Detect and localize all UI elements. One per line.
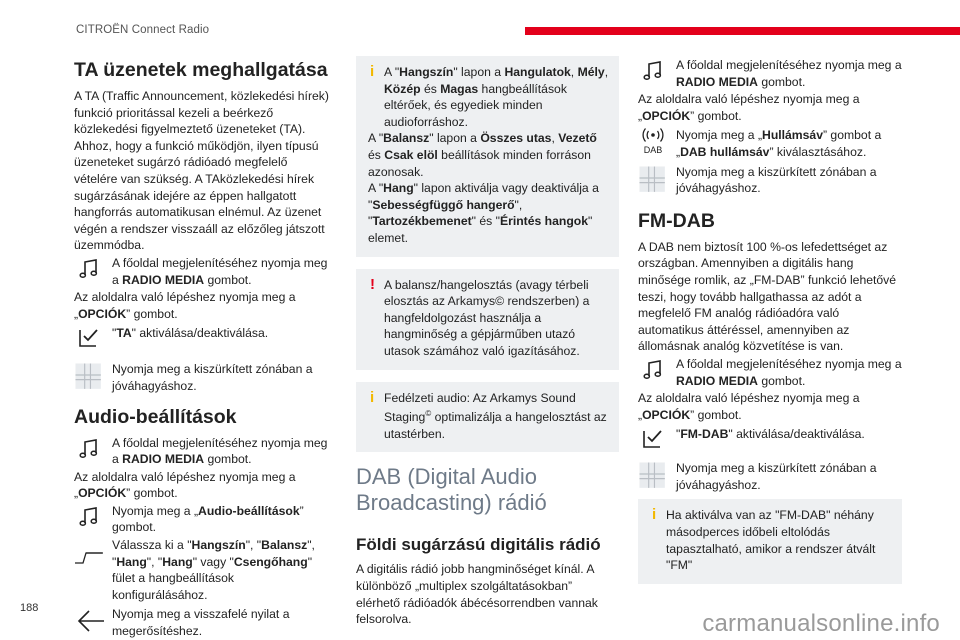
header-title: CITROËN Connect Radio [76, 24, 210, 36]
warning-box-balance: ! A balansz/hangelosztás (avagy térbeli elosztás az Arkamys© rendszerben) a hangfeldolgozást használja a hangminőség a gépjárműben utazó utasok számához való igazításához. [356, 269, 619, 370]
column-3 [638, 56, 902, 596]
grid-zone-icon [636, 459, 666, 489]
options-instruction-3: Az aloldalra való lépéshez nyomja meg a „OPCIÓK” gombot. [638, 92, 860, 123]
step-confirm-zone: Nyomja meg a kiszürkített zónában a jóváhagyáshoz. [74, 359, 332, 394]
grid-zone-icon [636, 163, 666, 193]
step-fm-dab-toggle: "FM-DAB" aktiválása/deaktiválása. [638, 424, 902, 456]
tab-icon [74, 543, 104, 569]
step-band: DAB Nyomja meg a „Hullámsáv” gombot a „DAB hullámsáv” kiválasztásához. [638, 125, 902, 160]
info-box-sound-settings: i A "Hangszín" lapon a Hangulatok, Mély, Közép és Magas hangbeállítások eltérőek, és egyediek minden audioforráshoz. A "Balansz" lapon a Összes utas, Vezető és Csak elöl beállítások minden forráson azonosak. A "Hang" lapon aktiválja vagy deaktiválja a "Sebességfüggő hangerő", "Tartozékbemenet" és "Érintés hangok" elemet. [356, 56, 619, 257]
step-back-arrow: Nyomja meg a visszafelé nyilat a megerősítéshez. [74, 604, 332, 639]
grid-zone-icon [72, 360, 102, 390]
step-radio-media-3: A főoldal megjelenítéséhez nyomja meg a RADIO MEDIA gombot. [638, 57, 902, 90]
column-1 [74, 56, 332, 640]
step-confirm-zone-3: Nyomja meg a kiszürkített zónában a jóváhagyáshoz. [638, 458, 902, 493]
step-radio-media-4: A főoldal megjelenítéséhez nyomja meg a RADIO MEDIA gombot. [638, 356, 902, 389]
music-note-icon [76, 504, 102, 530]
info-box-fm-dab: i Ha aktiválva van az "FM-DAB" néhány másodperces időbeli eltolódás tapasztalható, amikor a rendszer átvált "FM" [638, 499, 902, 583]
heading-audio-settings: Audio-beállítások [74, 405, 237, 428]
checkbox-icon [76, 324, 102, 350]
step-radio-media-2: A főoldal megjelenítéséhez nyomja meg a RADIO MEDIA gombot. [74, 435, 332, 468]
heading-dab: DAB (Digital Audio Broadcasting) rádió [356, 464, 547, 516]
dab-radio-icon [638, 126, 668, 156]
step-audio-settings-button: Nyomja meg a „Audio-beállítások” gombot. [74, 503, 332, 536]
fm-dab-text: A DAB nem biztosít 100 %-os lefedettséget az országban. Amennyiben a digitális hang minősége romlik, az „FM-DAB” funkció lehetővé teszi, hogy tovább hallgathassa az adót a megfelelő FM analóg rádióadóra való automatikus áttéréssel, amennyiben az állomásnak analóg közvetítése is van. [638, 239, 897, 354]
options-instruction: Az aloldalra való lépéshez nyomja meg a „OPCIÓK” gombot. [74, 290, 296, 321]
heading-ta: TA üzenetek meghallgatása [74, 59, 328, 81]
back-arrow-icon [76, 608, 106, 634]
step-select-tab: Válassza ki a "Hangszín", "Balansz", "Hang", "Hang" vagy "Csengőhang" fület a hangbeállítások konfigurálásához. [74, 537, 332, 603]
heading-fm-dab: FM-DAB [638, 209, 715, 232]
page-number: 188 [20, 602, 39, 614]
warning-icon: ! [370, 275, 375, 293]
options-instruction-4: Az aloldalra való lépéshez nyomja meg a „OPCIÓK” gombot. [638, 391, 860, 422]
terrestrial-text: A digitális rádió jobb hangminőséget kínál. A különböző „multiplex szolgáltatásokban” elérhető rádióadók ábécésorrendben vannak felsorolva. [356, 562, 598, 627]
watermark: carmanualsonline.info [702, 610, 940, 637]
step-radio-media: A főoldal megjelenítéséhez nyomja meg a RADIO MEDIA gombot. [74, 255, 332, 288]
ta-intro: A TA (Traffic Announcement, közlekedési hírek) funkció prioritással kezeli a beérkező közlekedési figyelmeztető üzeneteket (TA). Ahhoz, hogy a funkció működjön, ilyen típusú üzeneteket sugárzó rádióadó megfelelő vételére van szükség. A TAközlekedési hírek sugárzásának idejére az éppen hallgatott hangforrás automatikusan elnémul. Az üzenet végén a rendszer visszaáll az előzőleg játszott üzemmódba. [74, 89, 329, 253]
step-ta-toggle: "TA" aktiválása/deaktiválása. [74, 323, 332, 355]
header-accent-bar [525, 27, 960, 35]
heading-terrestrial-digital: Földi sugárzású digitális rádió [356, 535, 601, 555]
music-note-icon [76, 436, 102, 462]
checkbox-icon [640, 425, 666, 451]
svg-text:DAB: DAB [643, 145, 663, 156]
music-note-icon [640, 58, 666, 84]
column-2 [356, 56, 619, 628]
options-instruction-2: Az aloldalra való lépéshez nyomja meg a „OPCIÓK” gombot. [74, 469, 296, 501]
info-icon: i [370, 388, 375, 406]
info-icon: i [370, 63, 375, 80]
music-note-icon [76, 256, 102, 282]
step-confirm-zone-2: Nyomja meg a kiszürkített zónában a jóváhagyáshoz. [638, 162, 902, 197]
info-icon: i [652, 506, 657, 524]
info-box-arkamys: i Fedélzeti audio: Az Arkamys Sound Staging© optimalizálja a hangelosztást az utastérben. [356, 382, 619, 453]
music-note-icon [640, 357, 666, 383]
